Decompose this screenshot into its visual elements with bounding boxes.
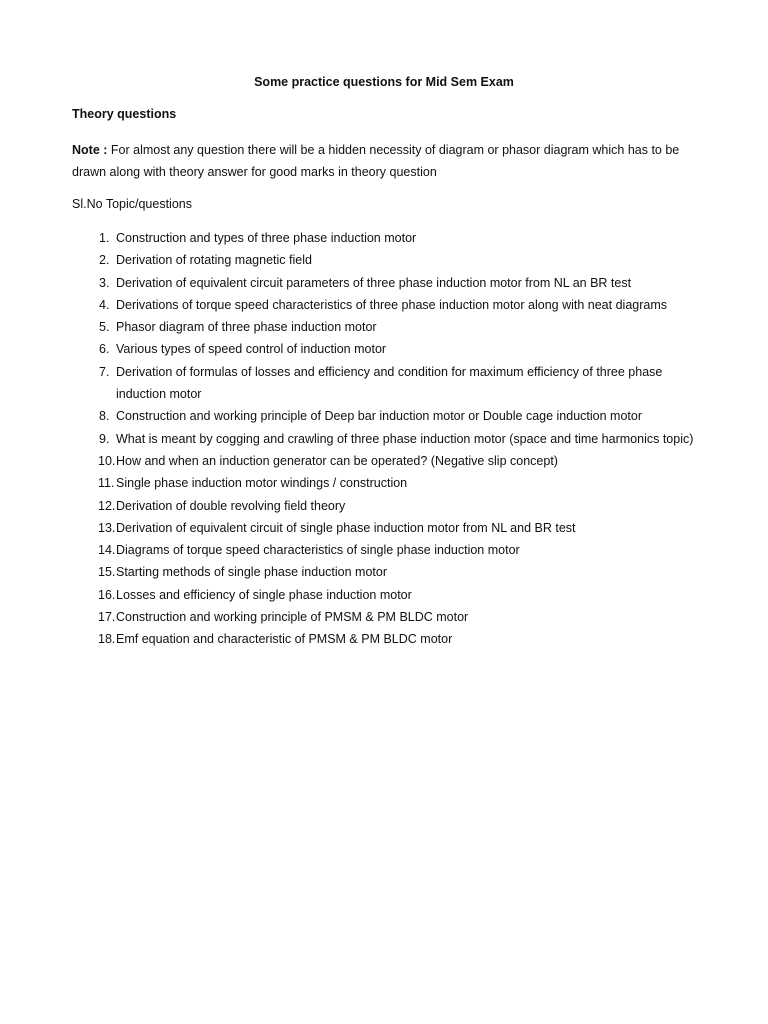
question-item — [72, 227, 700, 249]
question-text: Derivation of double revolving field theory — [116, 498, 346, 513]
question-item — [72, 495, 700, 517]
question-text: How and when an induction generator can be operated? (Negative slip concept) — [116, 453, 558, 468]
question-item — [72, 628, 700, 650]
question-text: Derivation of equivalent circuit of single phase induction motor from NL and BR test — [116, 520, 576, 535]
question-number: 14. — [98, 543, 116, 558]
question-item — [72, 405, 700, 427]
question-item — [72, 472, 700, 494]
question-item — [72, 561, 700, 583]
question-text: Construction and working principle of Deep bar induction motor or Double cage induction motor — [116, 409, 642, 424]
question-text: Emf equation and characteristic of PMSM & PM BLDC motor — [116, 632, 453, 647]
question-text: What is meant by cogging and crawling of three phase induction motor (space and time harmonics topic) — [116, 431, 694, 446]
question-item — [72, 450, 700, 472]
question-text: Construction and types of three phase induction motor — [116, 231, 417, 245]
question-item — [72, 606, 700, 628]
question-item — [72, 428, 700, 450]
list-header: Sl.No Topic/questions — [72, 197, 192, 211]
question-item — [72, 294, 700, 316]
question-item — [72, 517, 700, 539]
question-item — [72, 361, 700, 406]
question-text: Derivation of formulas of losses and efficiency and condition for maximum efficiency of three phase induction motor — [116, 364, 663, 402]
question-item — [72, 272, 700, 294]
question-text: Various types of speed control of induction motor — [116, 342, 387, 357]
question-item — [72, 338, 700, 360]
question-text: Starting methods of single phase induction motor — [116, 565, 387, 580]
question-text: Diagrams of torque speed characteristics of single phase induction motor — [116, 543, 520, 558]
question-text: Construction and working principle of PMSM & PM BLDC motor — [116, 610, 469, 625]
question-item — [72, 249, 700, 271]
question-text: Derivations of torque speed characteristics of three phase induction motor along with neat diagrams — [116, 297, 667, 312]
question-item — [72, 539, 700, 561]
question-text: Losses and efficiency of single phase induction motor — [116, 587, 412, 602]
question-number: 6. — [99, 342, 110, 357]
note-paragraph — [72, 139, 700, 183]
question-number: 2. — [99, 253, 110, 268]
question-number: 15. — [98, 565, 116, 580]
question-number: 13. — [98, 520, 116, 535]
question-list — [72, 227, 700, 651]
question-number: 16. — [98, 587, 116, 602]
question-number: 12. — [98, 498, 116, 513]
question-number: 8. — [99, 409, 110, 424]
question-number: 17. — [98, 610, 116, 625]
section-heading: Theory questions — [72, 107, 177, 121]
question-number: 1. — [99, 231, 110, 245]
question-text: Derivation of equivalent circuit parameters of three phase induction motor from NL an BR test — [116, 275, 632, 290]
question-text: Single phase induction motor windings / construction — [116, 476, 408, 491]
question-text: Derivation of rotating magnetic field — [116, 253, 312, 268]
note-label: Note : — [72, 143, 108, 157]
question-number: 9. — [99, 431, 110, 446]
note-text: For almost any question there will be a hidden necessity of diagram or phasor diagram which has to be drawn along with theory answer for good marks in theory question — [72, 143, 680, 179]
question-number: 18. — [98, 632, 116, 647]
question-number: 11. — [98, 476, 115, 491]
question-number: 10. — [98, 453, 116, 468]
question-item — [72, 316, 700, 338]
document-title: Some practice questions for Mid Sem Exam — [254, 75, 514, 89]
question-number: 7. — [99, 364, 110, 379]
question-number: 3. — [99, 275, 110, 290]
question-number: 4. — [99, 297, 110, 312]
question-number: 5. — [99, 320, 110, 335]
question-item — [72, 584, 700, 606]
question-text: Phasor diagram of three phase induction motor — [116, 320, 377, 335]
